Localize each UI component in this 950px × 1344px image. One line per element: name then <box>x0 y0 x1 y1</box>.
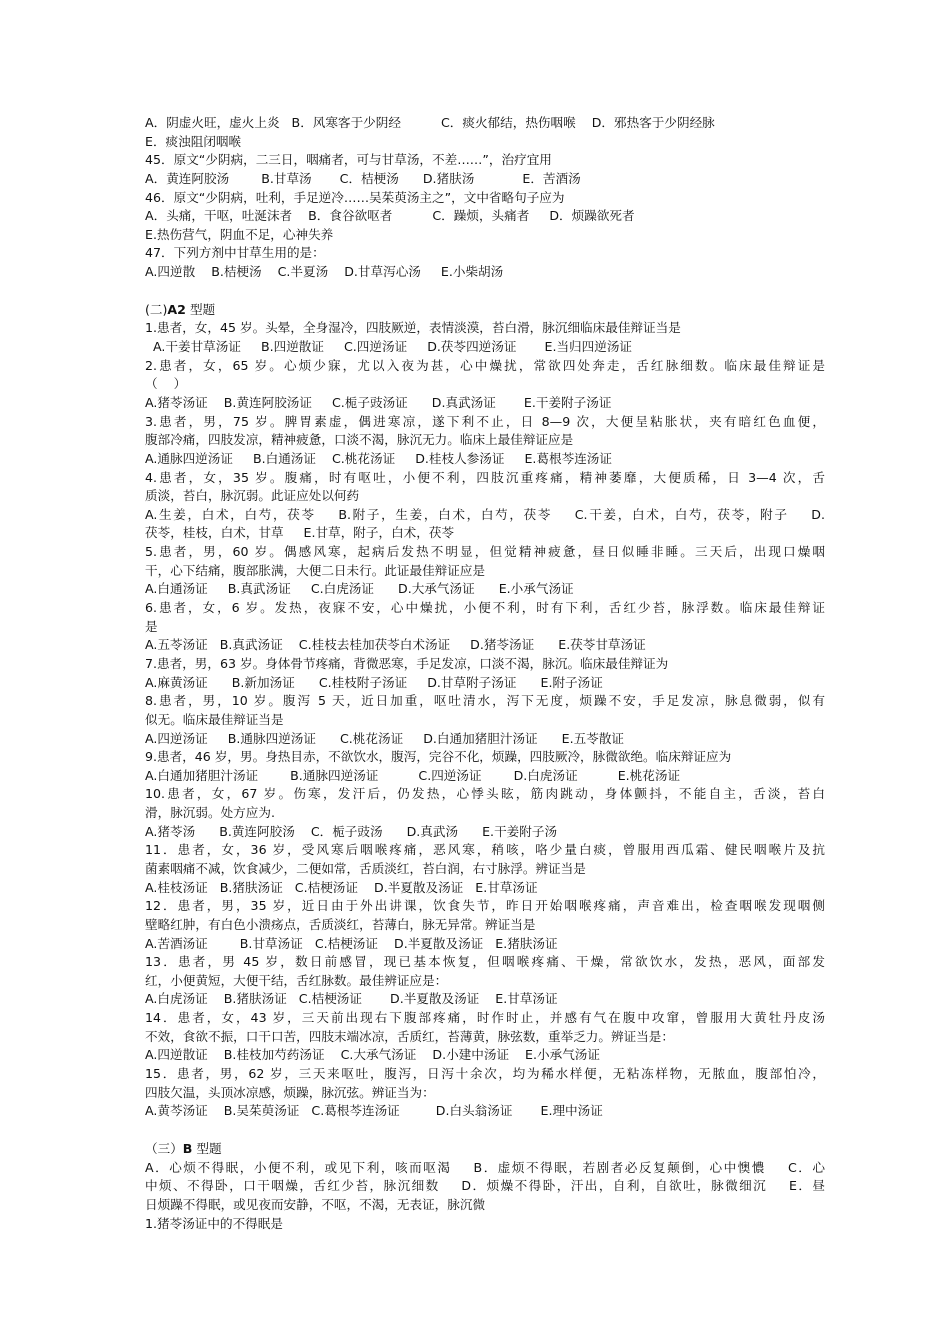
text-line: 11．患者，女，36 岁，受风寒后咽喉疼痛，恶风寒，稍咳，咯少量白痰，曾服用西瓜霜、健民咽喉片及抗 <box>145 842 825 858</box>
text-line: E.热伤营气，阴血不足，心神失养 <box>145 226 334 242</box>
section-type: B <box>182 1140 193 1156</box>
text-line: A.白通汤证 B.真武汤证 C.白虎汤证 D.大承气汤证 E.小承气汤证 <box>145 581 574 597</box>
text-line: A．黄连阿胶汤 B.甘草汤 C．桔梗汤 D.猪肤汤 E．苦酒汤 <box>145 170 581 186</box>
text-line: 46．原文“少阴病，吐利，手足逆冷……吴茱萸汤主之”，文中省略句子应为 <box>145 189 565 205</box>
text-line: A．阴虚火旺，虚火上炎 B．风寒客于少阴经 C．痰火郁结，热伤咽喉 D．邪热客于少阴经脉 <box>145 115 715 130</box>
text-line: A.桂枝汤证 B.猪肤汤证 C.桔梗汤证 D.半夏散及汤证 E.甘草汤证 <box>145 879 538 895</box>
text-line: A.麻黄汤证 B.新加汤证 C.桂枝附子汤证 D.甘草附子汤证 E.附子汤证 <box>145 674 603 690</box>
text-line: 6.患者，女，6 岁。发热，夜寐不安，心中燥扰，小便不利，时有下利，舌红少苔，脉浮数。临床最佳辩证 <box>145 600 825 616</box>
text-line: 质淡，苔白，脉沉弱。此证应处以何药 <box>145 488 360 504</box>
blank-line <box>145 1121 825 1140</box>
section-label: 型题 <box>185 301 216 317</box>
text-line: 2.患者，女，65 岁。心烦少寐，尤以入夜为甚，心中燥扰，常欲四处奔走，舌红脉细数。临床最佳辩证是 <box>145 357 825 373</box>
text-line: 茯苓，桂枝，白术，甘草 E.甘草，附子，白术，茯苓 <box>145 525 455 541</box>
text-line: 红，小便黄短，大便干结，舌红脉数。最佳辨证应是： <box>145 972 448 988</box>
text-line: A.五苓汤证 B.真武汤证 C.桂枝去桂加茯苓白术汤证 D.猪苓汤证 E.茯苓甘草汤证 <box>145 637 646 653</box>
text-line: 4.患者，女，35 岁。腹痛，时有呕吐，小便不利，四肢沉重疼痛，精神萎靡，大便质稀，日 3—4 次，舌 <box>145 469 825 485</box>
text-line: 12．患者，男，35 岁，近日由于外出讲课，饮食失节，昨日开始咽喉疼痛，声音难出，检查咽喉发现咽侧 <box>145 898 825 914</box>
text-line: 是 <box>145 618 158 634</box>
text-line: A.生姜，白术，白芍，茯苓 B.附子，生姜，白术，白芍，茯苓 C.干姜，白术，白芍，茯苓，附子 D. <box>145 506 825 522</box>
section-number: (二) <box>145 301 168 317</box>
text-line: A.干姜甘草汤证 B.四逆散证 C.四逆汤证 D.茯苓四逆汤证 E.当归四逆汤证 <box>145 339 633 355</box>
section-label: 型题 <box>192 1140 222 1156</box>
text-line: 9.患者，46 岁，男。身热目赤，不欲饮水，腹泻，完谷不化，烦躁，四肢厥冷，脉微欲绝。临床辩证应为 <box>145 749 732 765</box>
section-number: （三） <box>145 1140 183 1156</box>
text-line: 滑，脉沉弱。处方应为. <box>145 805 275 821</box>
text-line: 45．原文“少阴病，二三日，咽痛者，可与甘草汤，不差……”，治疗宜用 <box>145 152 552 168</box>
text-line: A．头痛，干呕，吐涎沫者 B．食谷欲呕者 C．躁烦，头痛者 D．烦躁欲死者 <box>145 208 635 224</box>
text-line: 腹部冷痛，四肢发凉，精神疲惫，口淡不渴，脉沉无力。临床上最佳辩证应是 <box>145 432 574 448</box>
section-heading <box>145 1140 825 1159</box>
text-line: 5.患者，男，60 岁。偶感风寒，起病后发热不明显，但觉精神疲惫，昼日似睡非睡。三天后，出现口燥咽 <box>145 544 825 560</box>
text-line: A.白虎汤证 B.猪肤汤证 C.桔梗汤证 D.半夏散及汤证 E.甘草汤证 <box>145 991 558 1007</box>
text-line: 8.患者，男，10 岁。腹泻 5 天，近日加重，呕吐清水，泻下无度，烦躁不安，手足发凉，脉息微弱，似有 <box>145 693 825 709</box>
text-line: 日烦躁不得眠，或见夜而安静，不呕，不渴，无表证，脉沉微 <box>145 1196 486 1212</box>
text-line: A.猪苓汤 B.黄连阿胶汤 C．栀子豉汤 D.真武汤 E.干姜附子汤 <box>145 823 558 839</box>
text-line: 3.患者，男，75 岁。脾胃素虚，偶进寒凉，遂下利不止，日 8—9 次，大便呈粘胀状，夹有暗红色血便， <box>145 413 825 429</box>
section-heading <box>145 301 825 320</box>
text-line: A.苦酒汤证 B.甘草汤证 C.桔梗汤证 D.半夏散及汤证 E.猪肤汤证 <box>145 935 558 951</box>
text-line: 不效，食欲不振，口干口苦，四肢末端冰凉，舌质红，苔薄黄，脉弦数，重举乏力。辨证当是： <box>145 1028 674 1044</box>
text-line: 47．下列方剂中甘草生用的是： <box>145 245 325 261</box>
text-line: 15．患者，男，62 岁，三天来呕吐，腹泻，日泻十余次，均为稀水样便，无粘冻样物，无脓血，腹部怕冷， <box>145 1066 825 1082</box>
text-line: （ ） <box>145 376 187 392</box>
text-line: 10.患者，女，67 岁。伤寒，发汗后，仍发热，心悸头眩，筋肉跳动，身体颤抖，不能自主，舌淡，苔白 <box>145 786 825 802</box>
text-line: 四肢欠温，头顶冰凉感，烦躁，脉沉弦。辨证当为： <box>145 1084 435 1100</box>
section-type: A2 <box>167 301 186 317</box>
text-line: 14．患者，女，43 岁，三天前出现右下腹部疼痛，时作时止，并感有气在腹中攻窜，曾服用大黄牡丹皮汤 <box>145 1010 825 1026</box>
text-line: A.猪苓汤证 B.黄连阿胶汤证 C.栀子豉汤证 D.真武汤证 E.干姜附子汤证 <box>145 394 612 410</box>
text-line: E．痰浊阻闭咽喉 <box>145 133 242 149</box>
text-line: 壁略红肿，有白色小溃疡点，舌质淡红，苔薄白，脉无异常。辨证当是 <box>145 916 536 932</box>
text-line: 1.猪苓汤证中的不得眠是 <box>145 1215 283 1231</box>
text-line: A.黄芩汤证 B.吴茱萸汤证 C.葛根芩连汤证 D.白头翁汤证 E.理中汤证 <box>145 1103 603 1119</box>
text-line: 似无。临床最佳辩证当是 <box>145 711 284 727</box>
text-line: 7.患者，男，63 岁。身体骨节疼痛，背微恶寒，手足发凉，口淡不渴，脉沉。临床最佳辩证为 <box>145 655 669 671</box>
text-line: 干，心下结痛，腹部胀满，大便二日未行。此证最佳辩证应是 <box>145 562 486 578</box>
document-body <box>145 114 825 1233</box>
text-line: A.四逆汤证 B.通脉四逆汤证 C.桃花汤证 D.白通加猪胆汁汤证 E.五苓散证 <box>145 730 625 746</box>
blank-line <box>145 282 825 301</box>
text-line: A.通脉四逆汤证 B.白通汤证 C.桃花汤证 D.桂枝人参汤证 E.葛根芩连汤证 <box>145 450 612 466</box>
text-line: 菌素咽痛不减，饮食减少，二便如常，舌质淡红，苔白润，右寸脉浮。辨证当是 <box>145 860 586 876</box>
text-line: 中烦、不得卧，口干咽燥，舌红少苔，脉沉细数 D．烦燥不得卧，汗出，自利，自欲吐，脉微细沉 E．昼 <box>145 1178 825 1194</box>
text-line: A.白通加猪胆汁汤证 B.通脉四逆汤证 C.四逆汤证 D.白虎汤证 E.桃花汤证 <box>145 767 681 783</box>
text-line: A.四逆散 B.桔梗汤 C.半夏汤 D.甘草泻心汤 E.小柴胡汤 <box>145 264 504 280</box>
text-line: 1.患者，女，45 岁。头晕，全身湿冷，四肢厥逆，表情淡漠，苔白滑，脉沉细临床最佳辩证当是 <box>145 320 681 336</box>
text-line: A.四逆散证 B.桂枝加芍药汤证 C.大承气汤证 D.小建中汤证 E.小承气汤证 <box>145 1047 600 1063</box>
text-line: 13．患者，男 45 岁，数日前感冒，现已基本恢复，但咽喉疼痛、干燥，常欲饮水，发热，恶风，面部发 <box>145 954 825 970</box>
text-line: A．心烦不得眠，小便不利，或见下利，咳而呕渴 B．虚烦不得眠，若剧者必反复颠倒，心中懊憹 C．心 <box>145 1159 825 1175</box>
